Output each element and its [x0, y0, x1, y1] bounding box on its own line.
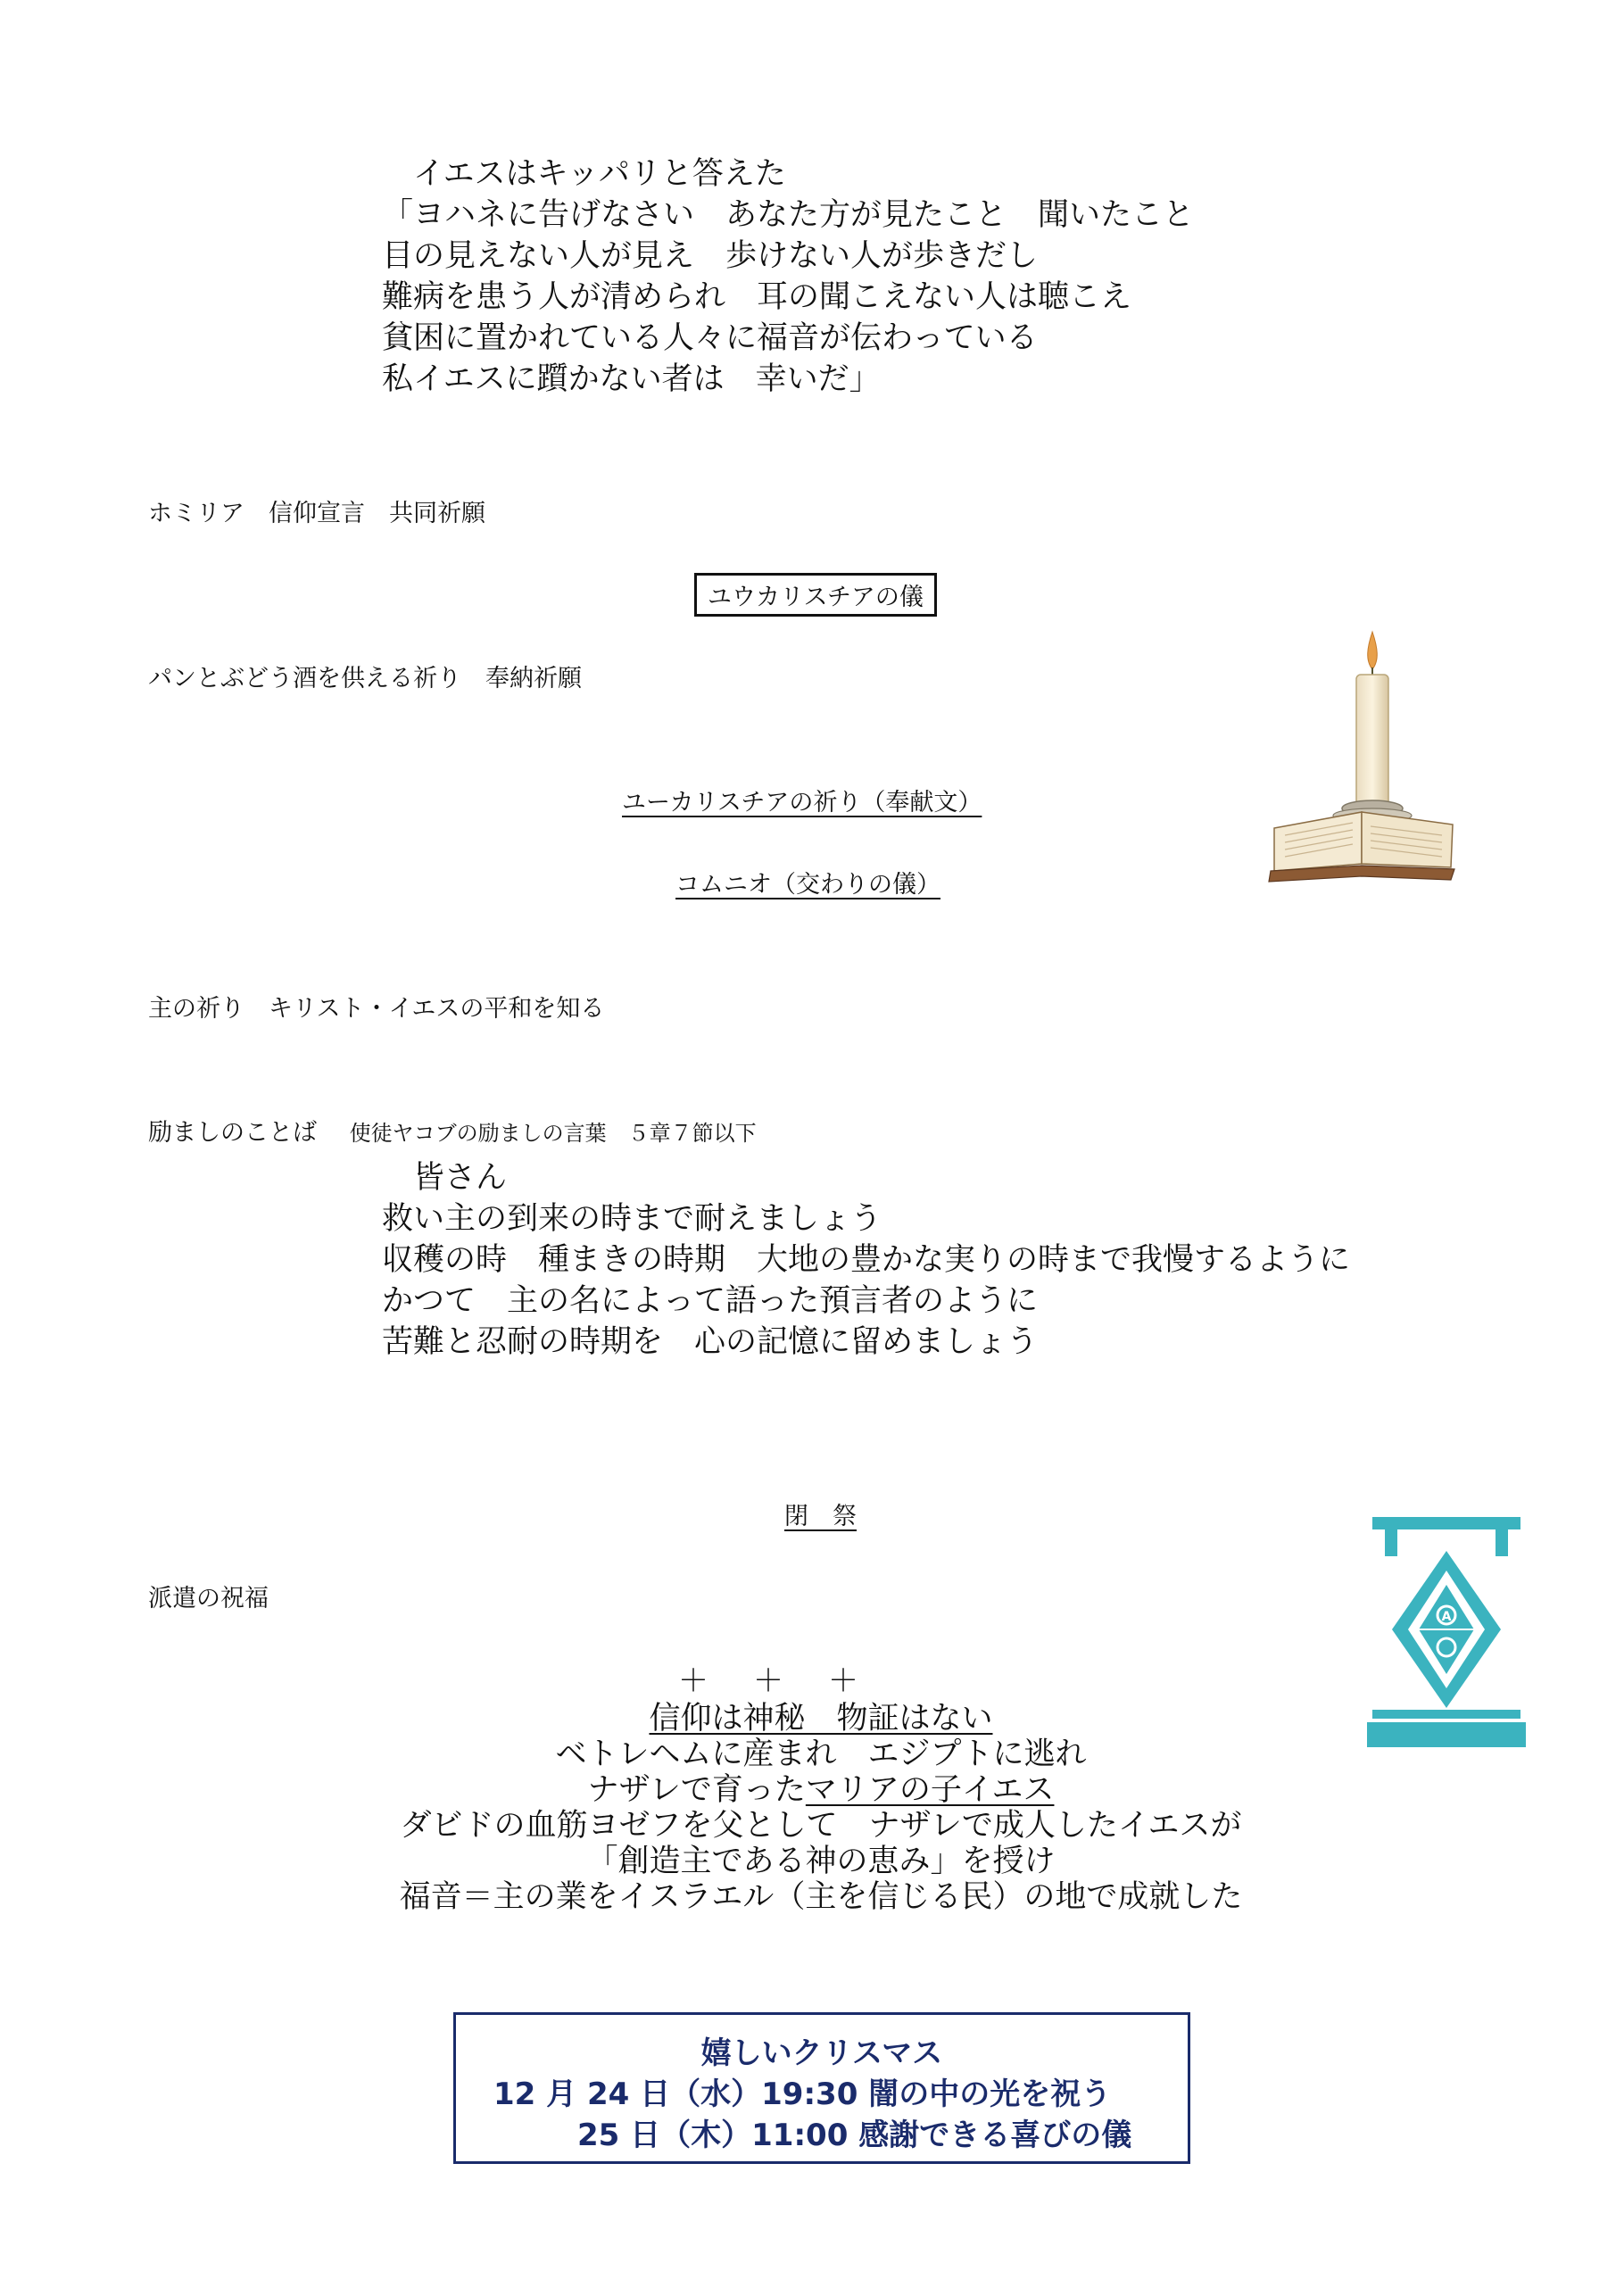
gospel-line: 私イエスに躓かない者は 幸いだ」 — [382, 361, 881, 397]
encouragement-source: 使徒ヤコブの励ましの言葉 ５章７節以下 — [349, 1121, 757, 1146]
encouragement-line: 苦難と忍耐の時期を 心の記憶に留めましょう — [382, 1324, 1039, 1360]
notice-title: 嬉しいクリスマス — [700, 2035, 943, 2071]
creed-passage — [0, 1701, 1624, 1915]
encouragement-line: かつて 主の名によって語った預言者のように — [382, 1283, 1039, 1319]
creed-line: 「創造主である神の恵み」を授け — [586, 1844, 1056, 1879]
notice-line: 25 日（木）11:00 感謝できる喜びの儀 — [577, 2118, 1132, 2153]
lords-prayer-heading: 主の祈り キリスト・イエスの平和を知る — [148, 995, 605, 1023]
gospel-line: イエスはキッパリと答えた — [382, 156, 786, 192]
encouragement-passage — [382, 1157, 1350, 1363]
svg-text:A: A — [1441, 1610, 1452, 1624]
gospel-line: 目の見えない人が見え 歩けない人が歩きだし — [382, 238, 1039, 274]
notice-line: 12 月 24 日（水）19:30 闇の中の光を祝う — [493, 2076, 1112, 2112]
encouragement-line: 収穫の時 種まきの時期 大地の豊かな実りの時まで我慢するように — [382, 1242, 1351, 1278]
gospel-line: 貧困に置かれている人々に福音が伝わっている — [382, 320, 1038, 356]
blessing-heading: 派遣の祝福 — [148, 1585, 269, 1612]
creed-line: 信仰は神秘 物証はない — [649, 1701, 993, 1737]
creed-line-part: ナザレで育った — [587, 1772, 806, 1808]
creed-line: 福音＝主の業をイスラエル（主を信じる民）の地で成就した — [399, 1879, 1243, 1915]
eucharistic-prayer-heading: ユーカリスチアの祈り（奉献文） — [622, 789, 982, 816]
offertory-heading: パンとぶどう酒を供える祈り 奉納祈願 — [148, 665, 582, 692]
encouragement-line: 救い主の到来の時まで耐えましょう — [382, 1201, 882, 1237]
creed-line-underlined: マリアの子イエス — [805, 1772, 1055, 1808]
closing-title: 閉 祭 — [784, 1503, 857, 1530]
encouragement-line: 皆さん — [382, 1160, 508, 1196]
crosses: ＋ ＋ ＋ — [678, 1663, 866, 1699]
communion-heading: コムニオ（交わりの儀） — [675, 871, 940, 899]
eucharist-title: ユウカリスチアの儀 — [694, 573, 937, 617]
encouragement-label: 励ましのことば — [148, 1119, 317, 1147]
gospel-passage — [382, 153, 1194, 400]
christmas-notice — [453, 2012, 1190, 2164]
creed-line: ベトレヘムに産まれ エジプトに逃れ — [555, 1737, 1087, 1772]
creed-line: ダビドの血筋ヨゼフを父として ナザレで成人したイエスが — [400, 1808, 1242, 1844]
creed-line — [0, 1772, 1624, 1808]
homily-heading: ホミリア 信仰宣言 共同祈願 — [148, 500, 485, 527]
candle-book-illustration — [1267, 625, 1459, 883]
encouragement-heading — [148, 1113, 757, 1148]
gospel-line: 難病を患う人が清められ 耳の聞こえない人は聴こえ — [382, 279, 1132, 315]
gospel-line: 「ヨハネに告げなさい あなた方が見たこと 聞いたこと — [382, 197, 1195, 233]
